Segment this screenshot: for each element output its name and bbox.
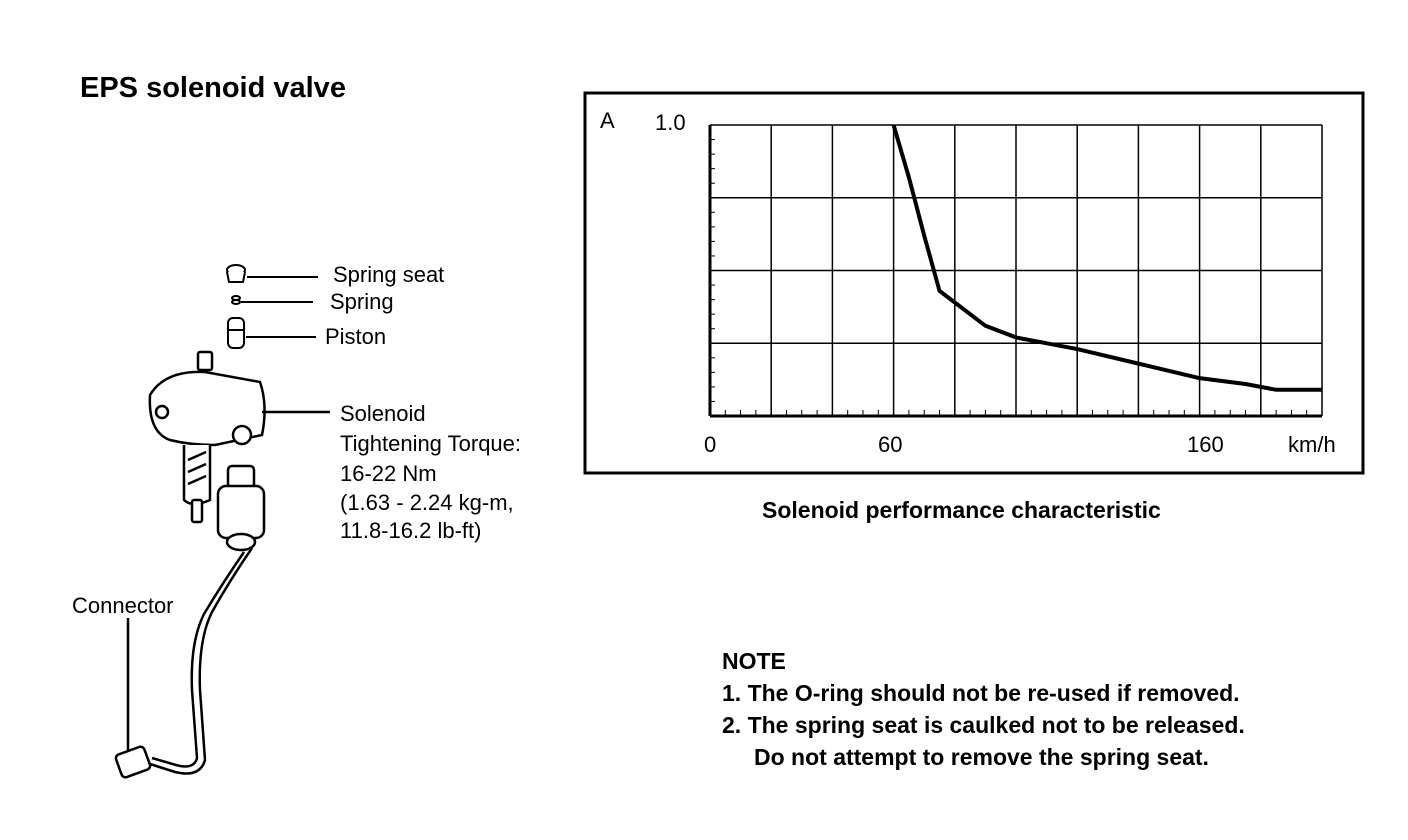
note-line-2: 2. The spring seat is caulked not to be released. <box>722 712 1245 738</box>
label-piston: Piston <box>325 324 387 349</box>
chart-y-axis-label: A <box>600 108 615 133</box>
chart-y-tick-label: 1.0 <box>655 110 686 135</box>
chart-x-tick-label: 160 <box>1187 432 1224 457</box>
spring-seat-drawing <box>227 265 318 282</box>
chart-grid <box>710 125 1322 416</box>
label-torque-nm: 16-22 Nm <box>340 461 437 486</box>
label-torque: Tightening Torque: <box>340 431 522 456</box>
note-line-1: 1. The O-ring should not be re-used if removed. <box>722 680 1240 706</box>
label-spring: Spring <box>330 289 394 314</box>
label-solenoid: Solenoid <box>340 401 426 426</box>
note-line-3: Do not attempt to remove the spring seat. <box>754 744 1209 770</box>
page-title: EPS solenoid valve <box>80 72 346 104</box>
chart-x-tick-label: 60 <box>878 432 903 457</box>
chart-caption: Solenoid performance characteristic <box>762 497 1161 523</box>
label-torque-lbft: 11.8-16.2 lb-ft) <box>340 518 482 543</box>
chart-x-axis-label: km/h <box>1288 432 1336 457</box>
label-connector: Connector <box>72 593 174 618</box>
chart-series-line <box>894 125 1322 390</box>
chart-x-tick-label: 0 <box>704 432 717 457</box>
connector-cable-drawing <box>115 466 264 778</box>
spring-drawing <box>232 296 313 304</box>
piston-drawing <box>228 318 316 348</box>
note-heading: NOTE <box>722 648 786 674</box>
label-torque-kgm: (1.63 - 2.24 kg-m, <box>340 490 514 515</box>
label-spring-seat: Spring seat <box>333 262 445 287</box>
performance-chart <box>585 93 1363 473</box>
